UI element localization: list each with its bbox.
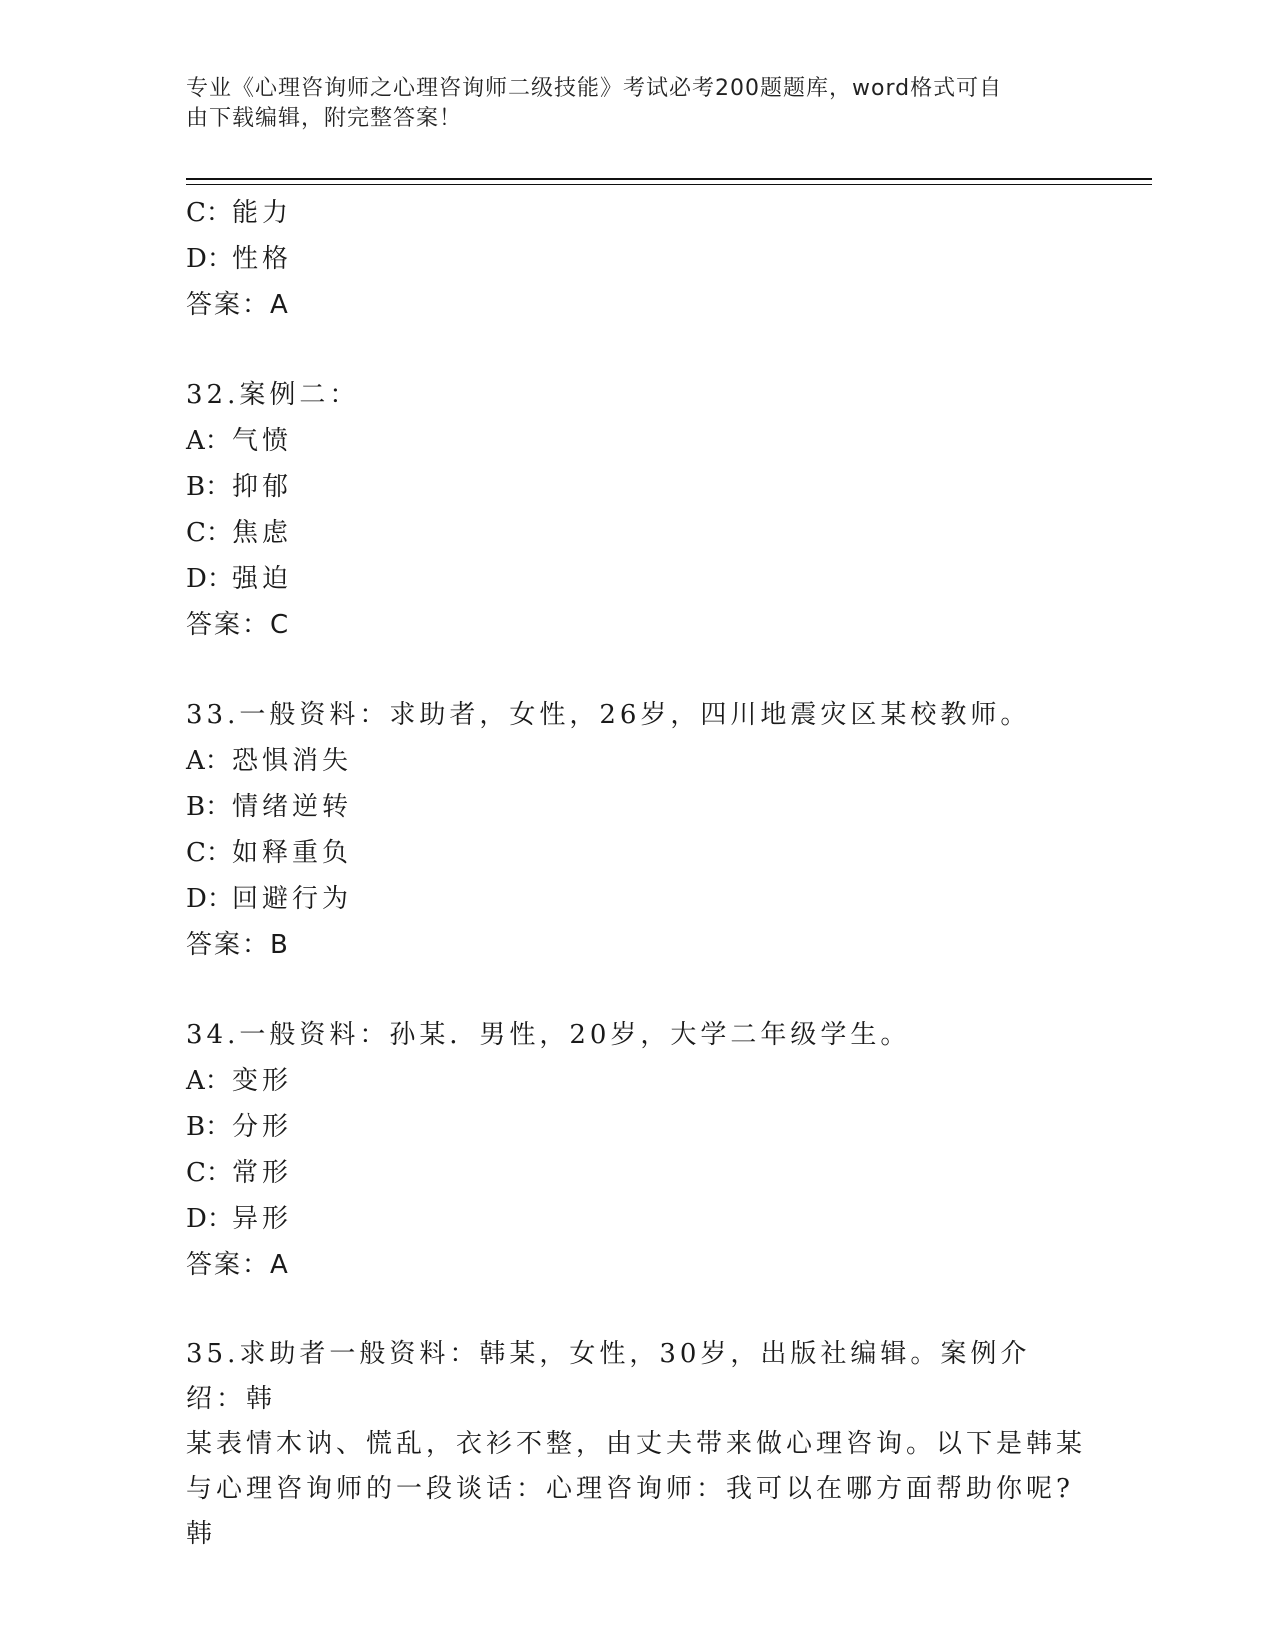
option-a	[186, 418, 1086, 464]
option-key: D：	[186, 564, 233, 594]
option-key: C：	[186, 198, 232, 228]
question-stem: 34.一般资料：孙某．男性，20岁，大学二年级学生。	[186, 1020, 911, 1050]
question-stem: 32.案例二：	[186, 380, 360, 410]
option-b	[186, 1104, 1086, 1150]
option-text: 恐惧消失	[232, 746, 353, 776]
option-c	[186, 830, 1086, 876]
header-rule-thick	[186, 178, 1152, 180]
header-line-1: 专业《心理咨询师之心理咨询师二级技能》考试必考200题题库，word格式可自	[186, 76, 1003, 101]
answer-line: 答案：B	[186, 930, 290, 960]
answer-line: 答案：C	[186, 610, 291, 640]
option-text: 抑郁	[232, 472, 293, 502]
question-35-line-2: 某表情木讷、慌乱，衣衫不整，由丈夫带来做心理咨询。以下是韩某	[186, 1429, 1087, 1459]
option-text: 强迫	[232, 564, 293, 594]
option-a	[186, 738, 1086, 784]
option-key: D：	[186, 244, 233, 274]
option-key: C：	[186, 518, 232, 548]
option-text: 情绪逆转	[232, 792, 353, 822]
header-rule-thin	[186, 184, 1152, 185]
header-line-2: 由下载编辑，附完整答案！	[186, 106, 463, 131]
option-b	[186, 784, 1086, 830]
option-text: 如释重负	[232, 838, 353, 868]
option-text: 回避行为	[232, 884, 353, 914]
option-d	[186, 236, 1086, 282]
option-d	[186, 876, 1086, 922]
option-text: 焦虑	[232, 518, 293, 548]
option-b	[186, 464, 1086, 510]
option-c	[186, 510, 1086, 556]
option-key: C：	[186, 1158, 232, 1188]
option-key: A：	[186, 426, 231, 456]
option-key: D：	[186, 1204, 233, 1234]
option-key: A：	[186, 746, 231, 776]
option-key: D：	[186, 884, 233, 914]
option-c	[186, 190, 1086, 236]
option-c	[186, 1150, 1086, 1196]
option-d	[186, 556, 1086, 602]
question-35-line-1: 35.求助者一般资料：韩某，女性，30岁，出版社编辑。案例介绍：韩	[186, 1339, 1031, 1414]
option-key: A：	[186, 1066, 231, 1096]
answer-line: 答案：A	[186, 290, 290, 320]
question-stem: 33.一般资料：求助者，女性，26岁，四川地震灾区某校教师。	[186, 700, 1031, 730]
answer-line: 答案：A	[186, 1250, 290, 1280]
document-header	[186, 74, 1066, 134]
question-content	[186, 190, 1086, 1557]
option-d	[186, 1196, 1086, 1242]
option-text: 气愤	[232, 426, 293, 456]
option-a	[186, 1058, 1086, 1104]
option-text: 异形	[232, 1204, 293, 1234]
option-text: 变形	[232, 1066, 293, 1096]
option-text: 常形	[232, 1158, 293, 1188]
option-text: 分形	[232, 1112, 293, 1142]
question-35-text	[186, 1332, 1086, 1557]
option-key: B：	[186, 1112, 232, 1142]
option-text: 能力	[232, 198, 293, 228]
option-text: 性格	[232, 244, 293, 274]
question-35-line-3: 与心理咨询师的一段谈话：心理咨询师：我可以在哪方面帮助你呢?韩	[186, 1474, 1074, 1549]
option-key: C：	[186, 838, 232, 868]
option-key: B：	[186, 472, 232, 502]
option-key: B：	[186, 792, 232, 822]
